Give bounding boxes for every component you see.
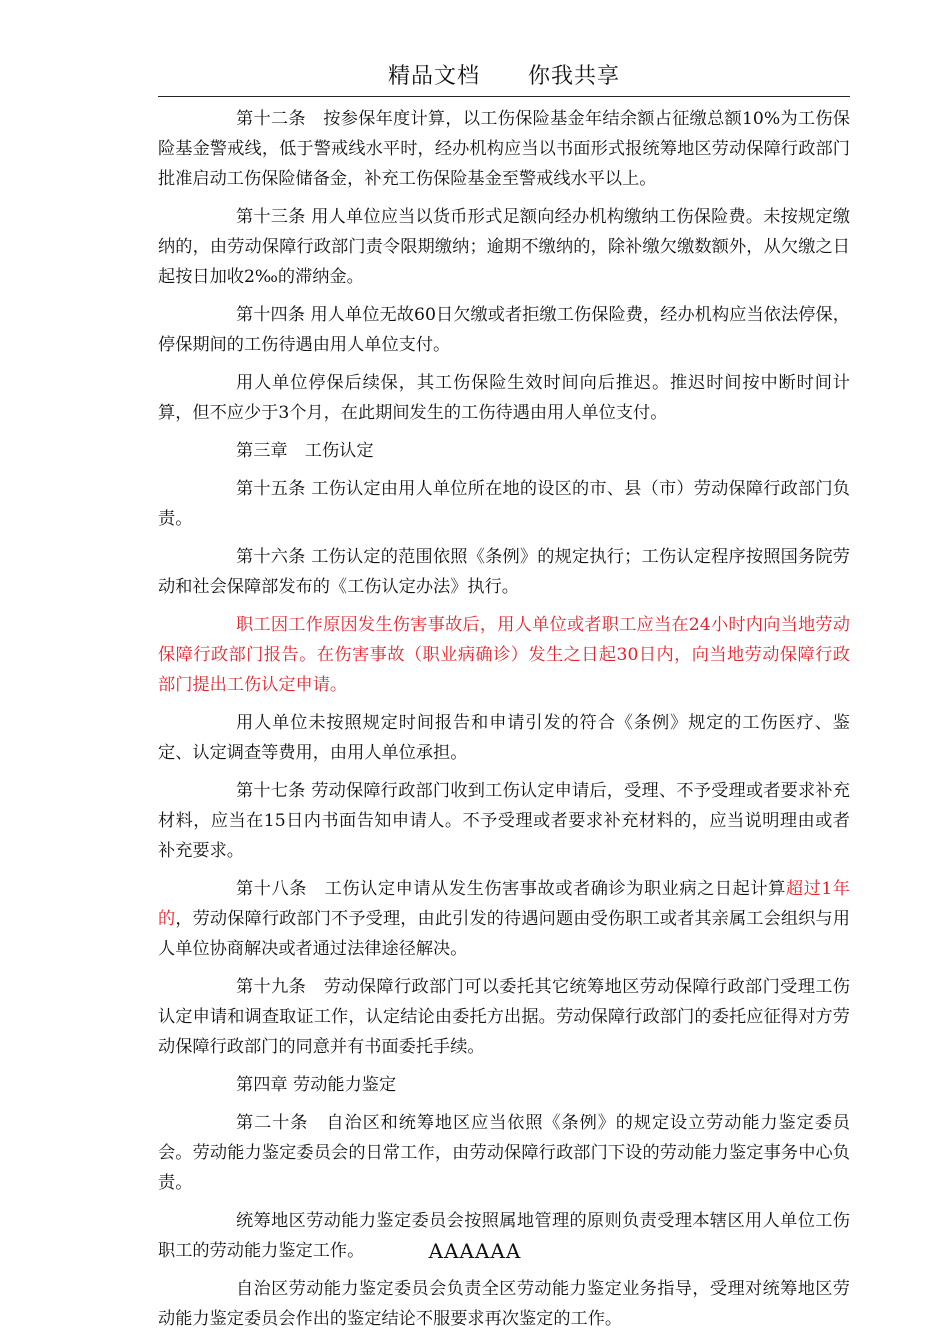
chapter-title: 第三章 工伤认定 xyxy=(236,441,374,461)
paragraph-text: 第十九条 劳动保障行政部门可以委托其它统筹地区劳动保障行政部门受理工伤认定申请和调查取证工作，认定结论由委托方出据。劳动保障行政部门的委托应征得对方劳动保障行政部门的同意并有书面委托手续。 xyxy=(158,977,850,1057)
footer-text: AAAAAA xyxy=(428,1239,522,1263)
paragraph-article-15 xyxy=(158,474,850,534)
paragraph-text: 用人单位未按照规定时间报告和申请引发的符合《条例》规定的工伤医疗、鉴定、认定调查等费用，由用人单位承担。 xyxy=(158,713,850,763)
page-header xyxy=(158,62,850,92)
paragraph-text: 第十四条 用人单位无故60日欠缴或者拒缴工伤保险费，经办机构应当依法停保，停保期间的工伤待遇由用人单位支付。 xyxy=(158,305,850,355)
paragraph-text: 第十五条 工伤认定由用人单位所在地的设区的市、县（市）劳动保障行政部门负责。 xyxy=(158,479,850,529)
highlighted-text: 超过1年的 xyxy=(158,879,850,929)
header-left-text: 精品文档 xyxy=(387,64,480,89)
paragraph-article-12 xyxy=(158,104,850,194)
paragraph-article-14 xyxy=(158,300,850,360)
paragraph-article-18 xyxy=(158,874,850,964)
paragraph-text: 第十八条 工伤认定申请从发生伤害事故或者确诊为职业病之日起计算 xyxy=(236,879,786,899)
paragraph-text: 第十六条 工伤认定的范围依照《条例》的规定执行；工伤认定程序按照国务院劳动和社会保障部发布的《工伤认定办法》执行。 xyxy=(158,547,850,597)
paragraph-article-20 xyxy=(158,1108,850,1198)
chapter-title: 第四章 劳动能力鉴定 xyxy=(236,1075,397,1095)
paragraph-article-13 xyxy=(158,202,850,292)
paragraph-text: 统筹地区劳动能力鉴定委员会按照属地管理的原则负责受理本辖区用人单位工伤职工的劳动能力鉴定工作。 xyxy=(158,1211,850,1261)
paragraph-text: 第二十条 自治区和统筹地区应当依照《条例》的规定设立劳动能力鉴定委员会。劳动能力鉴定委员会的日常工作，由劳动保障行政部门下设的劳动能力鉴定事务中心负责。 xyxy=(158,1113,850,1193)
paragraph-article-17 xyxy=(158,776,850,866)
paragraph-text: 用人单位停保后续保，其工伤保险生效时间向后推迟。推迟时间按中断时间计算，但不应少于3个月，在此期间发生的工伤待遇由用人单位支付。 xyxy=(158,373,850,423)
paragraph-autonomous-region-committee xyxy=(158,1274,850,1334)
paragraph-text: 第十七条 劳动保障行政部门收到工伤认定申请后，受理、不予受理或者要求补充材料，应当在15日内书面告知申请人。不予受理或者要求补充材料的，应当说明理由或者补充要求。 xyxy=(158,781,850,861)
paragraph-report-deadline-highlight xyxy=(158,610,850,700)
header-right-text: 你我共享 xyxy=(528,64,621,89)
paragraph-resume-insurance xyxy=(158,368,850,428)
paragraph-article-16 xyxy=(158,542,850,602)
document-body xyxy=(158,104,850,1342)
paragraph-article-19 xyxy=(158,972,850,1062)
paragraph-text: 第十三条 用人单位应当以货币形式足额向经办机构缴纳工伤保险费。未按规定缴纳的，由劳动保障行政部门责令限期缴纳；逾期不缴纳的，除补缴欠缴数额外，从欠缴之日起按日加收2‰的滞纳金。 xyxy=(158,207,850,287)
highlighted-text: 职工因工作原因发生伤害事故后，用人单位或者职工应当在24小时内向当地劳动保障行政部门报告。在伤害事故（职业病确诊）发生之日起30日内，向当地劳动保障行政部门提出工伤认定申请。 xyxy=(158,615,850,695)
paragraph-text: 第十二条 按参保年度计算，以工伤保险基金年结余额占征缴总额10%为工伤保险基金警戒线，低于警戒线水平时，经办机构应当以书面形式报统筹地区劳动保障行政部门批准启动工伤保险储备金，补充工伤保险基金至警戒线水平以上。 xyxy=(158,109,850,189)
header-rule xyxy=(158,96,850,97)
chapter-4-heading xyxy=(158,1070,850,1100)
page-footer xyxy=(0,1236,950,1266)
paragraph-late-report-costs xyxy=(158,708,850,768)
chapter-3-heading xyxy=(158,436,850,466)
paragraph-text: 自治区劳动能力鉴定委员会负责全区劳动能力鉴定业务指导，受理对统筹地区劳动能力鉴定委员会作出的鉴定结论不服要求再次鉴定的工作。 xyxy=(158,1279,850,1329)
paragraph-text-continued: ，劳动保障行政部门不予受理，由此引发的待遇问题由受伤职工或者其亲属工会组织与用人单位协商解决或者通过法律途径解决。 xyxy=(158,909,850,959)
